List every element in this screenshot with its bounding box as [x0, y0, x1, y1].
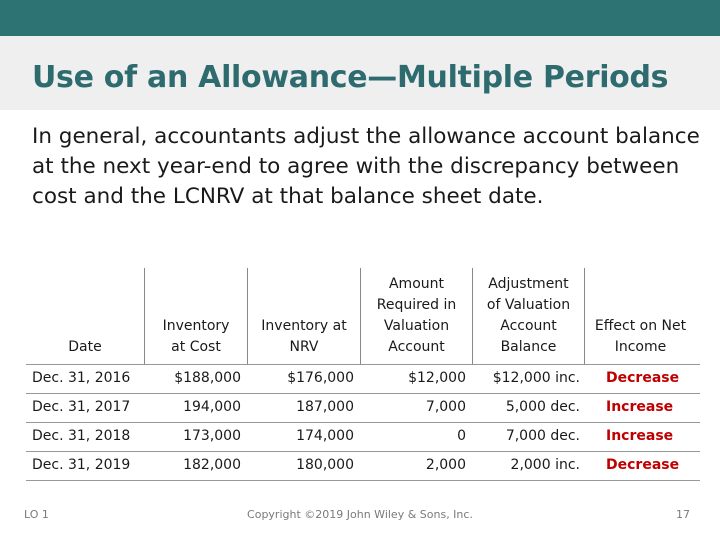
cell-date: Dec. 31, 2016 [32, 370, 131, 386]
slide-title: Use of an Allowance—Multiple Periods [32, 60, 669, 95]
top-accent-bar [0, 0, 720, 36]
cell-inventory-nrv: 174,000 [296, 428, 354, 444]
row-divider [26, 480, 700, 481]
footer-copyright: Copyright ©2019 John Wiley & Sons, Inc. [247, 508, 473, 521]
header-label: Inventory at Cost [162, 318, 230, 355]
footer-lo: LO 1 [24, 508, 49, 521]
header-label: Date [68, 339, 102, 355]
cell-inventory-nrv: $176,000 [287, 370, 354, 386]
table-row [0, 364, 720, 393]
body-paragraph: In general, accountants adjust the allowance account balance at the next year-end to agree with the discrepancy between cost and the LCNRV at that balance sheet date. [32, 124, 700, 209]
header-amount-required [360, 268, 472, 364]
cell-adjustment: 2,000 inc. [510, 457, 580, 473]
table-row [0, 422, 720, 451]
cell-effect: Increase [606, 428, 674, 444]
cell-date: Dec. 31, 2018 [32, 428, 131, 444]
header-label: Amount Required in Valuation Account [376, 276, 457, 355]
cell-effect: Decrease [606, 457, 680, 473]
cell-date: Dec. 31, 2019 [32, 457, 131, 473]
cell-amount-required: 7,000 [425, 399, 466, 415]
header-label: Inventory at NRV [261, 318, 347, 355]
cell-date: Dec. 31, 2017 [32, 399, 131, 415]
cell-adjustment: 5,000 dec. [505, 399, 580, 415]
header-label: Adjustment of Valuation Account Balance [486, 276, 571, 355]
header-effect-on-net-income [584, 268, 696, 364]
table-row [0, 393, 720, 422]
header-date [26, 268, 144, 364]
cell-adjustment: $12,000 inc. [492, 370, 580, 386]
header-inventory-at-cost [144, 268, 247, 364]
cell-amount-required: 2,000 [425, 457, 466, 473]
header-adjustment [472, 268, 584, 364]
cell-amount-required: $12,000 [408, 370, 466, 386]
cell-inventory-cost: 173,000 [183, 428, 241, 444]
cell-effect: Decrease [606, 370, 680, 386]
cell-adjustment: 7,000 dec. [505, 428, 580, 444]
cell-inventory-nrv: 180,000 [296, 457, 354, 473]
header-inventory-at-nrv [247, 268, 360, 364]
header-label: Effect on Net Income [594, 318, 687, 355]
table-row [0, 451, 720, 480]
cell-inventory-cost: $188,000 [174, 370, 241, 386]
cell-amount-required: 0 [457, 428, 466, 444]
cell-inventory-cost: 194,000 [183, 399, 241, 415]
cell-effect: Increase [606, 399, 674, 415]
cell-inventory-cost: 182,000 [183, 457, 241, 473]
page-number: 17 [676, 508, 690, 521]
cell-inventory-nrv: 187,000 [296, 399, 354, 415]
